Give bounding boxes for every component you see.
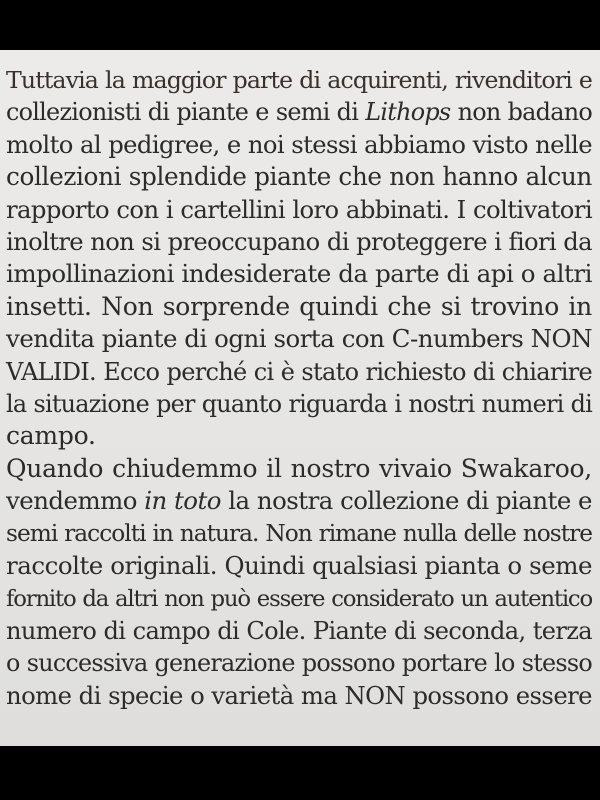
text-line: raccolte originali. Quindi qualsiasi pianta o seme: [6, 551, 592, 581]
text-line: Quando chiudemmo il nostro vivaio Swakaroo,: [6, 453, 592, 483]
paragraph-2: [6, 453, 592, 712]
text-line: o successiva generazione possono portare lo stesso: [6, 649, 592, 678]
text-line: nome di specie o varietà ma NON possono essere: [6, 680, 592, 710]
text-line: insetti. Non sorprende quindi che si trovino in: [6, 291, 592, 321]
text-line: vendita piante di ogni sorta con C-numbers NON: [6, 324, 592, 354]
text-line: impollinazioni indesiderate da parte di api o altri: [6, 259, 592, 289]
text-line: la situazione per quanto riguarda i nostri numeri di: [6, 390, 592, 419]
text-line: semi raccolti in natura. Non rimane nulla delle nostre: [6, 519, 592, 547]
text-line: vendemmo in toto la nostra collezione di piante e: [6, 486, 592, 516]
text-line: rapporto con i cartellini loro abbinati. I coltivatori: [6, 194, 592, 224]
text-line: inoltre non si preoccupano di proteggere i fiori da: [6, 228, 592, 257]
italic-genus-name: Lithops: [365, 98, 451, 127]
text-line: collezioni splendide piante che non hanno alcun: [6, 162, 592, 192]
italic-phrase: in toto: [144, 486, 221, 516]
text-line: VALIDI. Ecco perché ci è stato richiesto di chiarire: [6, 357, 592, 386]
text-line: molto al pedigree, e noi stessi abbiamo visto nelle: [6, 129, 592, 159]
text-line: numero di campo di Cole. Piante di seconda, terza: [6, 616, 592, 645]
text-line: campo.: [6, 421, 96, 451]
text-line: fornito da altri non può essere considerato un autentico: [6, 585, 592, 612]
book-page: [0, 50, 600, 746]
text-line: collezionisti di piante e semi di Lithops non badano: [6, 98, 592, 127]
text-line: Tuttavia la maggior parte di acquirenti, rivenditori e: [6, 66, 592, 94]
paragraph-1: [6, 64, 592, 453]
